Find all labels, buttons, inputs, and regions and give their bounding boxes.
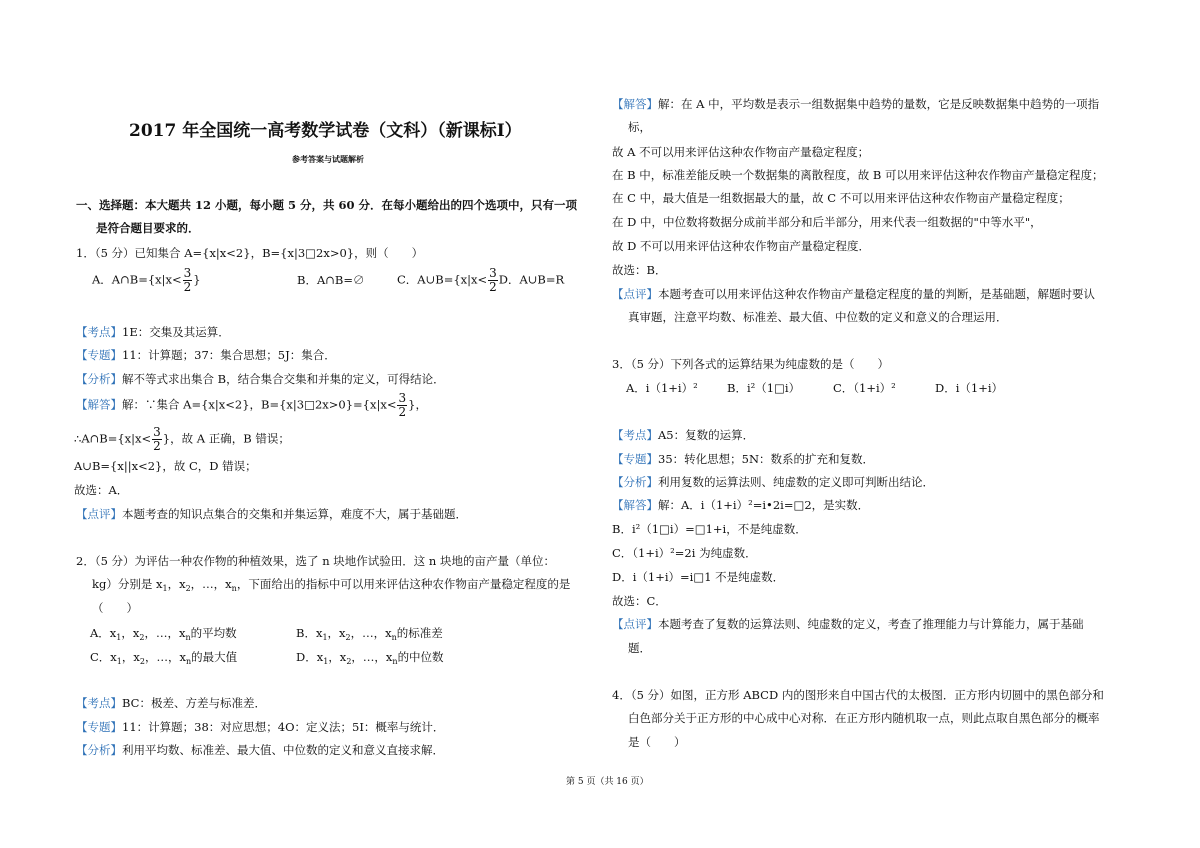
- q2-jieda-line: 在 B 中，标准差能反映一个数据集的离散程度，故 B 可以用来评估这种农作物亩产量稳定程度；: [612, 168, 1104, 182]
- q4-stem: 4．（5 分）如图，正方形 ABCD 内的图形来自中国古代的太极图．正方形内切圆中的黑色部分和: [612, 688, 1104, 702]
- q2-option-d: D．$x_1$，$x_2$，…，$x_n$的中位数: [296, 650, 444, 666]
- q1-option-b: B．A∩B=∅: [297, 273, 365, 287]
- q1-option-c: C．A∪B={x|x< $\frac{3}{2}$ D．A∪B=R: [397, 266, 565, 294]
- q3-jieda-line: D．i（1+i）=i□1 不是纯虚数．: [612, 570, 785, 584]
- q2-stem: 2．（5 分）为评估一种农作物的种植效果，选了 n 块地作试验田．这 n 块地的亩产量（单位：: [76, 554, 555, 568]
- q3-option-d: D．i（1+i）: [935, 381, 1004, 395]
- q1-jieda-line: ∴A∩B={x|x< $\frac{3}{2}$ }，故 A 正确，B 错误；: [74, 425, 290, 453]
- q1-stem: 1．（5 分）已知集合 A={x|x<2}，B={x|3□2x>0}，则（ ）: [76, 246, 424, 260]
- q2-jieda-line: 故 A 不可以用来评估这种农作物亩产量稳定程度；: [612, 145, 870, 159]
- q2-option-a: A．$x_1$，$x_2$，…，$x_n$的平均数: [90, 626, 237, 642]
- q1-dianping: 【点评】本题考查的知识点集合的交集和并集运算，难度不大，属于基础题．: [76, 507, 467, 521]
- q4-stem-cont: 白色部分关于正方形的中心成中心对称．在正方形内随机取一点，则此点取自黑色部分的概率: [628, 711, 1100, 725]
- q2-answer: 故选：B．: [612, 263, 667, 277]
- q3-option-c: C．（1+i）²: [833, 381, 896, 395]
- page-subtitle: 参考答案与试题解析: [292, 154, 364, 164]
- section-heading: 一、选择题：本大题共 12 小题，每小题 5 分，共 60 分．在每小题给出的四个选项中，只有一项: [76, 198, 578, 212]
- q2-fenxi: 【分析】利用平均数、标准差、最大值、中位数的定义和意义直接求解．: [76, 743, 444, 757]
- q2-option-c: C．$x_1$，$x_2$，…，$x_n$的最大值: [90, 650, 238, 666]
- q2-jieda: 【解答】解：在 A 中，平均数是表示一组数据集中趋势的量数，它是反映数据集中趋势的一项指: [612, 97, 1100, 111]
- q2-jieda-line: 标，: [628, 120, 651, 134]
- q1-option-a: A．A∩B={x|x< $\frac{3}{2}$ }: [92, 266, 201, 294]
- section-heading-cont: 是符合题目要求的．: [96, 221, 200, 235]
- page-title: 2017 年全国统一高考数学试卷（文科）（新课标Ⅰ）: [129, 121, 522, 141]
- page-footer: 第 5 页（共 16 页）: [566, 777, 649, 787]
- q1-jieda: 【解答】解：∵集合 A={x|x<2}，B={x|3□2x>0}={x|x< $\frac{3}{2}$ }，: [76, 391, 427, 419]
- q3-jieda-line: B．i²（1□i）=□1+i，不是纯虚数．: [612, 522, 807, 536]
- q2-stem-cont: （ ）: [92, 601, 138, 615]
- q2-dianping-cont: 真审题，注意平均数、标准差、最大值、中位数的定义和意义的合理运用．: [628, 310, 1008, 324]
- q3-zhuanti: 【专题】35：转化思想；5N：数系的扩充和复数．: [612, 452, 875, 466]
- q3-option-b: B．i²（1□i）: [727, 381, 801, 395]
- q2-option-b: B．$x_1$，$x_2$，…，$x_n$的标准差: [296, 626, 443, 642]
- q2-jieda-line: 故 D 不可以用来评估这种农作物亩产量稳定程度．: [612, 239, 871, 253]
- q2-zhuanti: 【专题】11：计算题；38：对应思想；4O：定义法；5I：概率与统计．: [76, 720, 445, 734]
- fraction: $\frac{3}{2}$: [398, 391, 407, 419]
- q3-dianping-cont: 题．: [628, 641, 651, 655]
- q3-dianping: 【点评】本题考查了复数的运算法则、纯虚数的定义，考查了推理能力与计算能力，属于基础: [612, 617, 1084, 631]
- q1-fenxi: 【分析】解不等式求出集合 B，结合集合交集和并集的定义，可得结论．: [76, 372, 445, 386]
- fraction: $\frac{3}{2}$: [153, 425, 161, 453]
- q4-stem-cont: 是（ ）: [628, 735, 686, 749]
- q1-jieda-line: A∪B={x||x<2}，故 C，D 错误；: [74, 459, 257, 473]
- q3-answer: 故选：C．: [612, 594, 667, 608]
- q3-option-a: A．i（1+i）²: [626, 381, 698, 395]
- q2-kaodian: 【考点】BC：极差、方差与标准差．: [76, 696, 266, 710]
- q3-kaodian: 【考点】A5：复数的运算．: [612, 428, 755, 442]
- q3-stem: 3．（5 分）下列各式的运算结果为纯虚数的是（ ）: [612, 357, 890, 371]
- q3-fenxi: 【分析】利用复数的运算法则、纯虚数的定义即可判断出结论．: [612, 475, 934, 489]
- q2-stem-cont: kg）分别是 $x_1$，$x_2$，…，$x_n$，下面给出的指标中可以用来评估这种农作物亩产量稳定程度的是: [92, 577, 571, 593]
- q3-jieda: 【解答】解：A．i（1+i）²=i•2i=□2，是实数．: [612, 498, 870, 512]
- q3-jieda-line: C．（1+i）²=2i 为纯虚数．: [612, 546, 757, 560]
- fraction: $\frac{3}{2}$: [489, 266, 497, 294]
- q2-jieda-line: 在 D 中，中位数将数据分成前半部分和后半部分，用来代表一组数据的"中等水平"，: [612, 215, 1042, 229]
- fraction: $\frac{3}{2}$: [183, 266, 192, 294]
- q2-jieda-line: 在 C 中，最大值是一组数据最大的量，故 C 不可以用来评估这种农作物亩产量稳定程度；: [612, 191, 1070, 205]
- q2-dianping: 【点评】本题考查可以用来评估这种农作物亩产量稳定程度的量的判断，是基础题，解题时要认: [612, 287, 1095, 301]
- q1-kaodian: 【考点】1E：交集及其运算．: [76, 325, 230, 339]
- q1-answer: 故选：A．: [74, 483, 129, 497]
- q1-zhuanti: 【专题】11：计算题；37：集合思想；5J：集合．: [76, 348, 336, 362]
